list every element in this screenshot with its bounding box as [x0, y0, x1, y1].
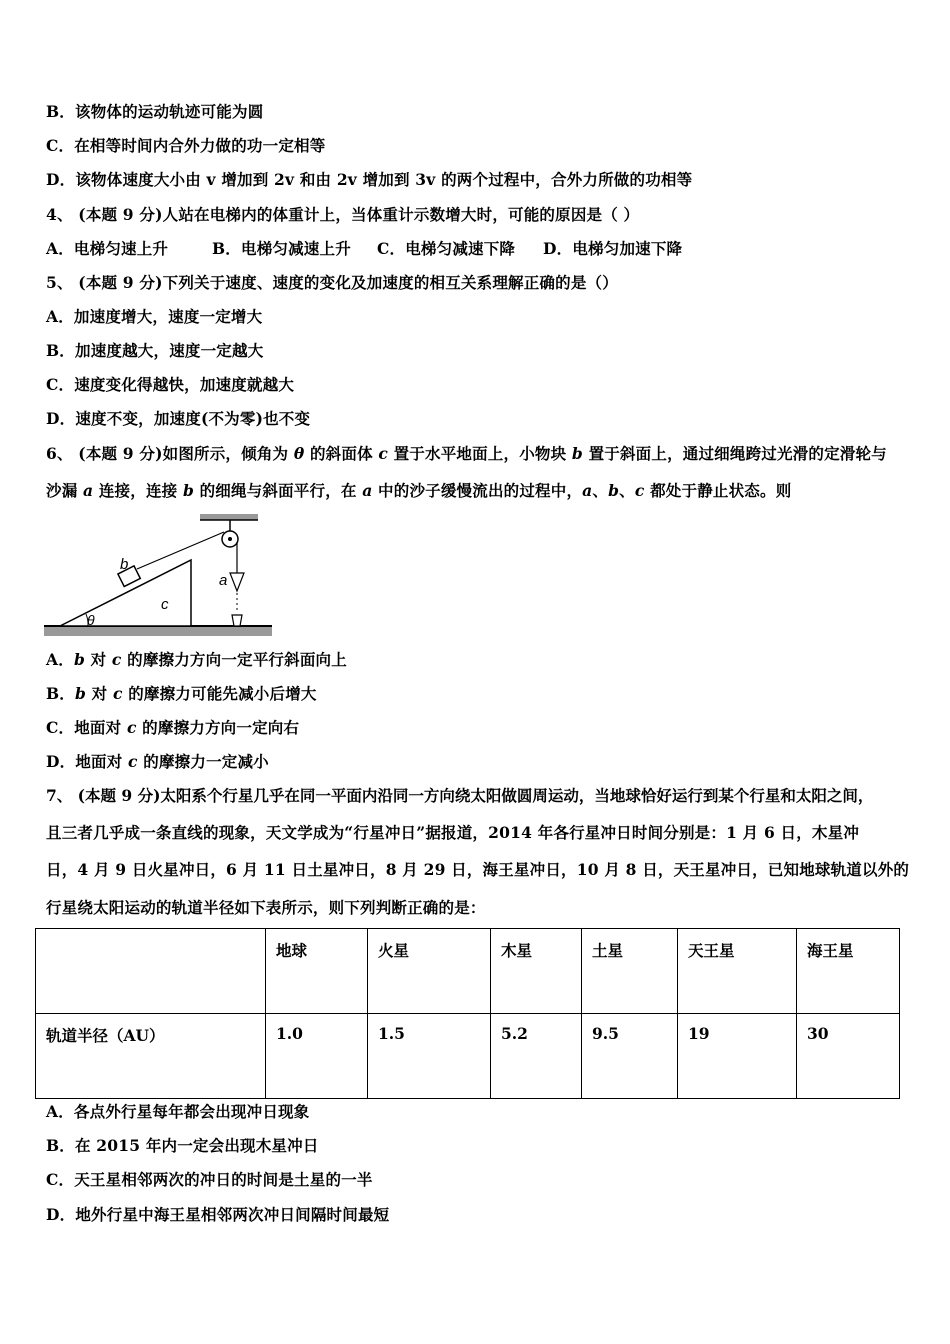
label-theta: θ [87, 612, 95, 628]
label-a: a [219, 572, 228, 589]
q7-option-a: A．各点外行星每年都会出现冲日现象 [46, 1102, 310, 1121]
table-header-row [36, 929, 900, 1014]
table-header-cell: 火星 [368, 929, 491, 1014]
q7-option-d: D．地外行星中海王星相邻两次冲日间隔时间最短 [46, 1205, 390, 1224]
table-cell: 1.5 [368, 1014, 491, 1099]
table-header-cell [36, 929, 266, 1014]
label-b: b [120, 556, 129, 573]
table-header-cell: 木星 [491, 929, 582, 1014]
q4-option-c: C．电梯匀减速下降 [377, 239, 516, 258]
q6-stem-line2: 沙漏 a 连接，连接 b 的细绳与斜面平行，在 a 中的沙子缓慢流出的过程中，a、b、c 都处于静止状态。则 [46, 481, 792, 500]
q4-options-row [46, 239, 682, 259]
q6-stem-line1: 6、 (本题 9 分)如图所示，倾角为 θ 的斜面体 c 置于水平地面上，小物块 b 置于斜面上，通过细绳跨过光滑的定滑轮与 [46, 444, 887, 463]
q6-option-c: C．地面对 c 的摩擦力方向一定向右 [46, 718, 300, 737]
table-cell: 19 [678, 1014, 797, 1099]
q4-option-b: B．电梯匀减速上升 [212, 239, 351, 258]
q5-option-c: C．速度变化得越快，加速度就越大 [46, 375, 295, 394]
ceiling [200, 514, 258, 520]
q7-option-b: B．在 2015 年内一定会出现木星冲日 [46, 1136, 319, 1155]
q5-option-d: D．速度不变，加速度(不为零)也不变 [46, 409, 311, 428]
table-cell: 1.0 [266, 1014, 368, 1099]
q6-option-a: A．b 对 c 的摩擦力方向一定平行斜面向上 [46, 650, 347, 669]
table-cell: 5.2 [491, 1014, 582, 1099]
q7-option-c: C．天王星相邻两次的冲日的时间是土星的一半 [46, 1170, 373, 1189]
q7-stem-line4: 行星绕太阳运动的轨道半径如下表所示，则下列判断正确的是： [46, 898, 486, 917]
table-header-cell: 海王星 [797, 929, 900, 1014]
q3-option-b: B．该物体的运动轨迹可能为圆 [46, 102, 264, 121]
q5-option-b: B．加速度越大，速度一定越大 [46, 341, 264, 360]
q5-stem: 5、 (本题 9 分)下列关于速度、速度的变化及加速度的相互关系理解正确的是（） [46, 273, 618, 292]
table-header-cell: 地球 [266, 929, 368, 1014]
table-cell: 9.5 [582, 1014, 678, 1099]
table-row-label: 轨道半径（AU） [36, 1014, 266, 1099]
q3-option-c: C．在相等时间内合外力做的功一定相等 [46, 136, 326, 155]
ground [44, 626, 272, 636]
table-cell: 30 [797, 1014, 900, 1099]
sand-cup [232, 615, 242, 626]
sandglass-a [230, 573, 244, 591]
incline-pulley-figure [44, 511, 274, 639]
q7-stem-line1: 7、 (本题 9 分)太阳系个行星几乎在同一平面内沿同一方向绕太阳做圆周运动，当地球恰好运行到某个行星和太阳之间， [46, 786, 874, 805]
rope-incline [137, 532, 224, 569]
table-header-cell: 天王星 [678, 929, 797, 1014]
q7-stem-line2: 且三者几乎成一条直线的现象，天文学成为“行星冲日”据报道，2014 年各行星冲日时间分别是：1 月 6 日，木星冲 [46, 823, 860, 842]
orbit-radius-table [35, 928, 900, 1099]
q4-option-d: D．电梯匀加速下降 [543, 239, 683, 258]
q7-stem-line3: 日，4 月 9 日火星冲日，6 月 11 日土星冲日，8 月 29 日，海王星冲日，10 月 8 日，天王星冲日，已知地球轨道以外的 [46, 860, 910, 879]
q4-option-a: A．电梯匀速上升 [46, 239, 169, 258]
q4-stem: 4、 (本题 9 分)人站在电梯内的体重计上，当体重计示数增大时，可能的原因是（ ） [46, 205, 640, 224]
table-row [36, 1014, 900, 1099]
q6-option-d: D．地面对 c 的摩擦力一定减小 [46, 752, 269, 771]
table-header-cell: 土星 [582, 929, 678, 1014]
q5-option-a: A．加速度增大，速度一定增大 [46, 307, 263, 326]
q6-option-b: B．b 对 c 的摩擦力可能先减小后增大 [46, 684, 317, 703]
label-c: c [161, 596, 169, 613]
q3-option-d: D．该物体速度大小由 v 增加到 2v 和由 2v 增加到 3v 的两个过程中，合外力所做的功相等 [46, 170, 693, 189]
